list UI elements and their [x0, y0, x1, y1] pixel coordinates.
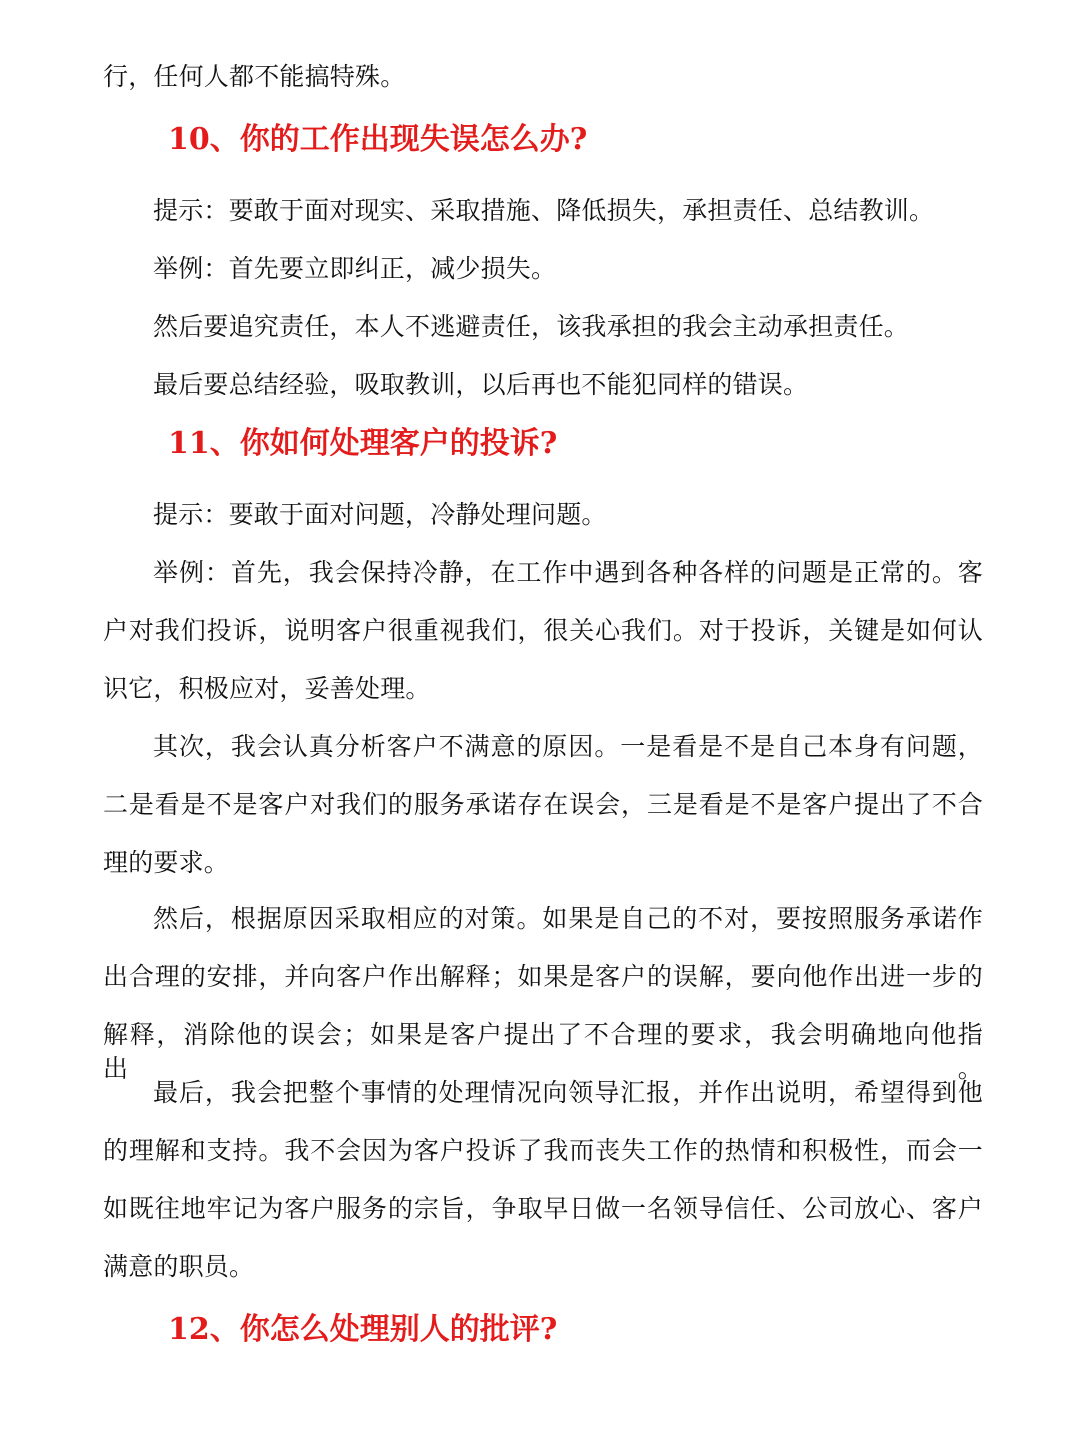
question-10-heading: 10、你的工作出现失误怎么办? — [168, 122, 588, 157]
q11-paragraph-line: 满意的职员。 — [103, 1252, 255, 1281]
q10-example-line: 最后要总结经验，吸取教训，以后再也不能犯同样的错误。 — [153, 370, 809, 399]
question-12-heading: 12、你怎么处理别人的批评? — [168, 1312, 558, 1347]
q11-paragraph-line: 的理解和支持。我不会因为客户投诉了我而丧失工作的热情和积极性，而会一 — [103, 1136, 983, 1165]
q11-paragraph-line: 最后，我会把整个事情的处理情况向领导汇报，并作出说明，希望得到他 — [153, 1078, 983, 1107]
q11-paragraph-line: 其次，我会认真分析客户不满意的原因。一是看是不是自己本身有问题， — [153, 732, 983, 761]
q11-paragraph-line: 如既往地牢记为客户服务的宗旨，争取早日做一名领导信任、公司放心、客户 — [103, 1194, 983, 1223]
q11-paragraph-line: 理的要求。 — [103, 848, 230, 877]
q11-paragraph-line: 户对我们投诉，说明客户很重视我们，很关心我们。对于投诉，关键是如何认 — [103, 616, 983, 645]
q10-example-line: 然后要追究责任，本人不逃避责任，该我承担的我会主动承担责任。 — [153, 312, 910, 341]
q11-paragraph-line: 然后，根据原因采取相应的对策。如果是自己的不对，要按照服务承诺作 — [153, 904, 983, 933]
q10-tip: 提示：要敢于面对现实、采取措施、降低损失，承担责任、总结教训。 — [153, 196, 935, 225]
q11-paragraph-line: 出合理的安排，并向客户作出解释；如果是客户的误解，要向他作出进一步的 — [103, 962, 983, 991]
q11-paragraph-line: 举例：首先，我会保持冷静，在工作中遇到各种各样的问题是正常的。客 — [153, 558, 983, 587]
q11-paragraph-line: 识它，积极应对，妥善处理。 — [103, 674, 431, 703]
q11-paragraph-line: 二是看是不是客户对我们的服务承诺存在误会，三是看是不是客户提出了不合 — [103, 790, 983, 819]
q10-example-line: 举例：首先要立即纠正，减少损失。 — [153, 254, 557, 283]
q11-tip: 提示：要敢于面对问题，冷静处理问题。 — [153, 500, 607, 529]
paragraph-continuation: 行，任何人都不能搞特殊。 — [103, 62, 406, 91]
question-11-heading: 11、你如何处理客户的投诉? — [168, 426, 558, 461]
q11-paragraph-line: 解释，消除他的误会；如果是客户提出了不合理的要求，我会明确地向他指出。 — [103, 1020, 983, 1083]
